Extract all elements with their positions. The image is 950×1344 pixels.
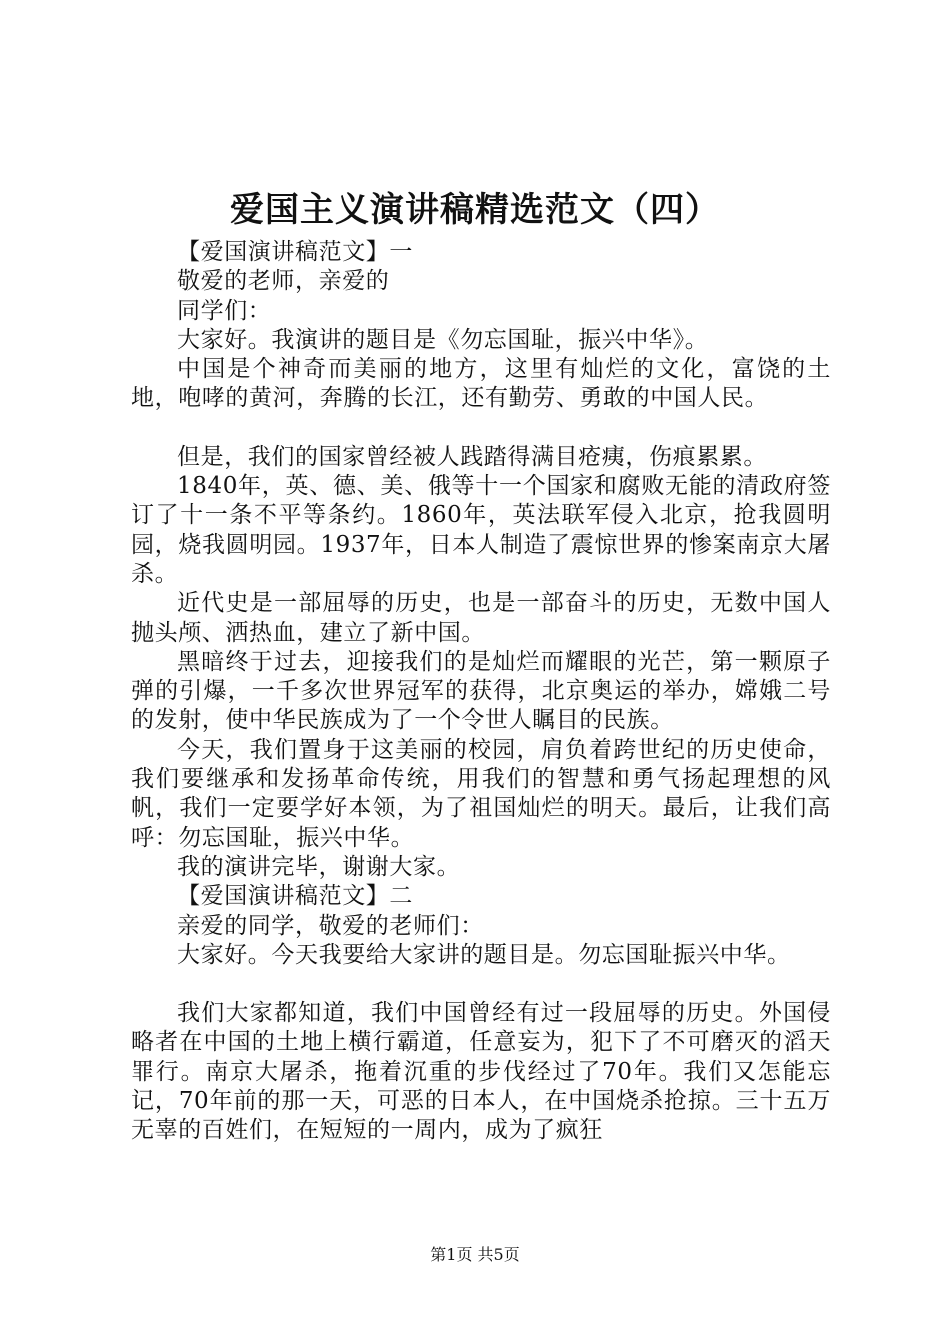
paragraph: 黑暗终于过去，迎接我们的是灿烂而耀眼的光芒，第一颗原子弹的引爆，一千多次世界冠军的获得，北京奥运的举办，嫦娥二号的发射，使中华民族成为了一个令世人瞩目的民族。 bbox=[131, 648, 831, 734]
document-title: 爱国主义演讲稿精选范文（四） bbox=[230, 190, 720, 230]
paragraph: 但是，我们的国家曾经被人践踏得满目疮痍，伤痕累累。 bbox=[177, 443, 767, 470]
paragraph: 今天，我们置身于这美丽的校园，肩负着跨世纪的历史使命，我们要继承和发扬革命传统，用我们的智慧和勇气扬起理想的风帆，我们一定要学好本领，为了祖国灿烂的明天。最后，让我们高呼：勿忘国耻，振兴中华。 bbox=[131, 736, 831, 851]
paragraph: 我的演讲完毕，谢谢大家。 bbox=[177, 853, 461, 880]
document-body bbox=[131, 238, 831, 1146]
paragraph: 1840年，英、德、美、俄等十一个国家和腐败无能的清政府签订了十一条不平等条约。1860年，英法联军侵入北京，抢我圆明园，烧我圆明园。1937年，日本人制造了震惊世界的惨案南京大屠杀。 bbox=[131, 473, 831, 587]
page-footer: 第1页 共5页 bbox=[430, 1245, 520, 1264]
salutation-line: 同学们： bbox=[177, 297, 272, 324]
paragraph: 近代史是一部屈辱的历史，也是一部奋斗的历史，无数中国人抛头颅、洒热血，建立了新中国。 bbox=[131, 590, 831, 646]
paragraph: 中国是个神奇而美丽的地方，这里有灿烂的文化，富饶的土地，咆哮的黄河，奔腾的长江，还有勤劳、勇敢的中国人民。 bbox=[131, 356, 831, 412]
section-heading: 【爱国演讲稿范文】二 bbox=[177, 883, 413, 910]
paragraph: 我们大家都知道，我们中国曾经有过一段屈辱的历史。外国侵略者在中国的土地上横行霸道，任意妄为，犯下了不可磨灭的滔天罪行。南京大屠杀，拖着沉重的步伐经过了70年。我们又怎能忘记，70年前的那一天，可恶的日本人，在中国烧杀抢掠。三十五万无辜的百姓们，在短短的一周内，成为了疯狂 bbox=[131, 1000, 831, 1144]
paragraph: 大家好。我演讲的题目是《勿忘国耻，振兴中华》。 bbox=[177, 326, 709, 353]
section-heading: 【爱国演讲稿范文】一 bbox=[177, 239, 413, 265]
salutation-line: 敬爱的老师，亲爱的 bbox=[177, 268, 390, 295]
paragraph: 大家好。今天我要给大家讲的题目是。勿忘国耻振兴中华。 bbox=[177, 941, 791, 968]
salutation-line: 亲爱的同学，敬爱的老师们： bbox=[177, 912, 484, 939]
